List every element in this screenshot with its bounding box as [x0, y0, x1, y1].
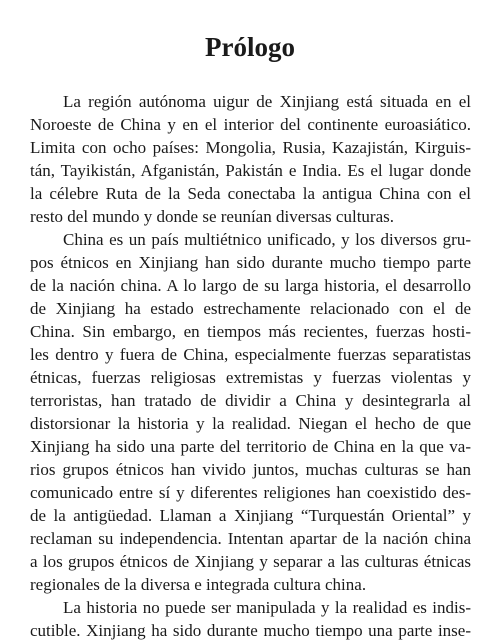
text-line: pos étnicos en Xinjiang han sido durante mucho tiempo parte	[30, 253, 471, 272]
text-line: de la antigüedad. Llaman a Xinjiang “Turquestán Oriental” y	[30, 506, 471, 525]
text-line: rios grupos étnicos han vivido juntos, muchas culturas se han	[30, 460, 471, 479]
text-line: regionales de la diversa e integrada cultura china.	[30, 575, 367, 594]
text-line: reclaman su independencia. Intentan apartar de la nación china	[30, 529, 471, 548]
text-line: China es un país multiétnico unificado, y los diversos gru-	[63, 230, 471, 249]
text-line: tán, Tayikistán, Afganistán, Pakistán e India. Es el lugar donde	[30, 161, 471, 180]
text-line: distorsionar la historia y la realidad. Niegan el hecho de que	[30, 414, 471, 433]
text-line: terroristas, han tratado de dividir a China y desintegrarla al	[30, 391, 471, 410]
text-line: a los grupos étnicos de Xinjiang y separar a las culturas étnicas	[30, 552, 471, 571]
text-line: comunicado entre sí y diferentes religiones han coexistido des-	[30, 483, 471, 502]
text-line: China. Sin embargo, en tiempos más recientes, fuerzas hosti-	[30, 322, 471, 341]
text-line: la célebre Ruta de la Seda conectaba la antigua China con el	[30, 184, 471, 203]
text-line: cutible. Xinjiang ha sido durante mucho tiempo una parte inse-	[30, 621, 471, 640]
text-line: La historia no puede ser manipulada y la realidad es indis-	[63, 598, 471, 617]
text-line: les dentro y fuera de China, especialmente fuerzas separatistas	[30, 345, 471, 364]
text-line: La región autónoma uigur de Xinjiang está situada en el	[63, 92, 471, 111]
text-line: étnicas, fuerzas religiosas extremistas y fuerzas violentas y	[30, 368, 471, 387]
text-line: Limita con ocho países: Mongolia, Rusia, Kazajistán, Kirguis-	[30, 138, 471, 157]
text-line: resto del mundo y donde se reunían diversas culturas.	[30, 207, 394, 226]
text-line: Noroeste de China y en el interior del continente euroasiático.	[30, 115, 471, 134]
text-line: de la nación china. A lo largo de su larga historia, el desarrollo	[30, 276, 471, 295]
page-title: Prólogo	[205, 32, 295, 62]
text-line: de Xinjiang ha estado estrechamente relacionado con el de	[30, 299, 471, 318]
text-line: Xinjiang ha sido una parte del territorio de China en la que va-	[30, 437, 471, 456]
